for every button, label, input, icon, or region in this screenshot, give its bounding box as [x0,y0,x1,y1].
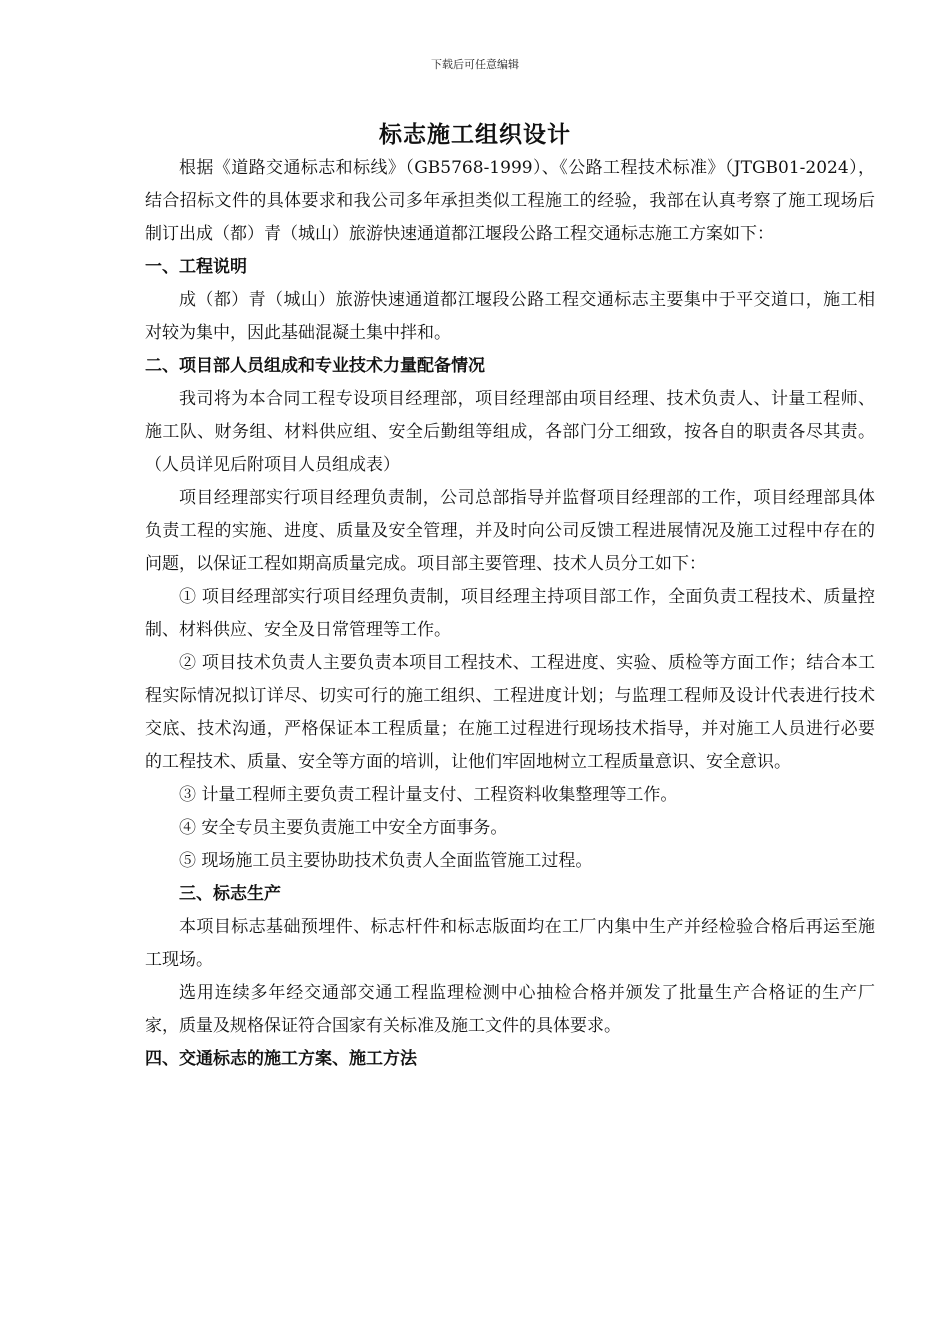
duty-list-item: ⑤ 现场施工员主要协助技术负责人全面监管施工过程。 [179,851,593,871]
section-heading-1: 一、工程说明 [145,257,247,277]
document-body [145,152,875,1076]
duty-list-item: ④ 安全专员主要负责施工中安全方面事务。 [179,818,508,838]
intro-paragraph: 根据《道路交通标志和标线》（GB5768-1999）、《公路工程技术标准》（JTGB01-2024），结合招标文件的具体要求和我公司多年承担类似工程施工的经验，我部在认真考察了施工现场后制订出成（都）青（城山）旅游快速通道都江堰段公路工程交通标志施工方案如下： [145,158,875,244]
section3-paragraph: 选用连续多年经交通部交通工程监理检测中心抽检合格并颁发了批量生产合格证的生产厂家，质量及规格保证符合国家有关标准及施工文件的具体要求。 [145,983,875,1036]
header-note: 下载后可任意编辑 [431,58,519,71]
section-heading-4: 四、交通标志的施工方案、施工方法 [145,1049,417,1069]
section-heading-2: 二、项目部人员组成和专业技术力量配备情况 [145,356,485,376]
duty-list-item: ② 项目技术负责人主要负责本项目工程技术、工程进度、实验、质检等方面工作；结合本工程实际情况拟订详尽、切实可行的施工组织、工程进度计划；与监理工程师及设计代表进行技术交底、技术沟通，严格保证本工程质量；在施工过程进行现场技术指导，并对施工人员进行必要的工程技术、质量、安全等方面的培训，让他们牢固地树立工程质量意识、安全意识。 [145,653,875,772]
section3-paragraph: 本项目标志基础预埋件、标志杆件和标志版面均在工厂内集中生产并经检验合格后再运至施工现场。 [145,917,875,970]
duty-list-item: ① 项目经理部实行项目经理负责制，项目经理主持项目部工作，全面负责工程技术、质量控制、材料供应、安全及日常管理等工作。 [145,587,875,640]
section2-paragraph: 项目经理部实行项目经理负责制，公司总部指导并监督项目经理部的工作，项目经理部具体负责工程的实施、进度、质量及安全管理，并及时向公司反馈工程进展情况及施工过程中存在的问题，以保证工程如期高质量完成。项目部主要管理、技术人员分工如下： [145,488,875,574]
document-title: 标志施工组织设计 [379,121,571,148]
section-heading-3: 三、标志生产 [179,884,281,904]
section1-paragraph: 成（都）青（城山）旅游快速通道都江堰段公路工程交通标志主要集中于平交道口，施工相对较为集中，因此基础混凝土集中拌和。 [145,290,875,343]
section2-paragraph: 我司将为本合同工程专设项目经理部，项目经理部由项目经理、技术负责人、计量工程师、施工队、财务组、材料供应组、安全后勤组等组成，各部门分工细致，按各自的职责各尽其责。（人员详见后附项目人员组成表） [145,389,875,475]
duty-list-item: ③ 计量工程师主要负责工程计量支付、工程资料收集整理等工作。 [179,785,678,805]
